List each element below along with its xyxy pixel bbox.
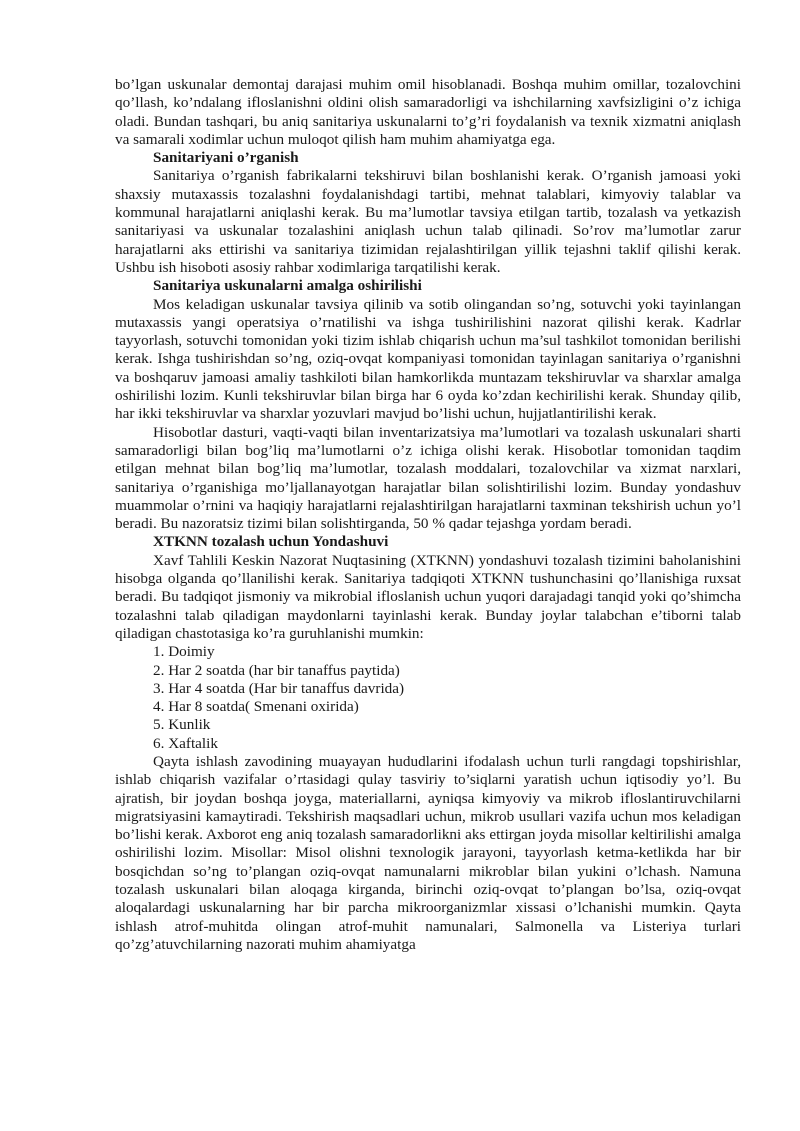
list-item: 1. Doimiy (153, 643, 215, 661)
sanitation-study-paragraph: Sanitariya o’rganish fabrikalarni tekshiruvi bilan boshlanishi kerak. O’rganish jamoasi yoki shaxsiy mutaxassis tozalashni foydalanishdagi tartibi, mehnat talablari, kimyoviy talablar va kommunal harajatlarni aniqlashi kerak. Bu ma’lumotlar tavsiya etilgan tartib, tozalash va yetkazish sanitariyasi va uskunalar tozalashini aniqlash uchun talab qilinadi. So’rov ma’lumotlar zarur harajatlarni aks ettirishi va sanitariya tizimidan rejalashtirilgan yillik tejashni taklif qilishi kerak. Ushbu ish hisoboti asosiy rahbar xodimlariga tarqatilishi kerak. (115, 167, 741, 276)
list-item: 2. Har 2 soatda (har bir tanaffus paytida) (153, 661, 400, 679)
frequency-list (115, 643, 741, 753)
equipment-implementation-paragraph-1: Mos keladigan uskunalar tavsiya qilinib va sotib olingandan so’ng, sotuvchi yoki tayinlangan mutaxassis yangi operatsiya o’rnatilishi va ishga tushirilishini nazorat qilishi kerak. Kadrlar tayyorlash, sotuvchi tomonidan yoki tizim ishlab chiqarish uchun ma’sul tashkilot tomonidan berilishi kerak. Ishga tushirishdan so’ng, oziq-ovqat kompaniyasi tomonidan tayinlagan sanitariya o’rganishni va boshqaruv jamoasi amaliy tashkiloti bilan hamkorlikda muntazam tekshiruvlar va sharxlar amalga oshirilishi lozim. Kunli tekshiruvlar bilan birga har 6 oyda ko’zdan kechirilishi kerak. Shunday qilib, har ikki tekshiruvlar va sharxlar yozuvlari mavjud bo’lishi uchun, hujjatlantirilishi kerak. (115, 295, 741, 423)
section-heading-haccp-approach: XTKNN tozalash uchun Yondashuvi (153, 533, 389, 551)
haccp-approach-paragraph-1: Xavf Tahlili Keskin Nazorat Nuqtasining (XTKNN) yondashuvi tozalash tizimini baholanishini hisobga olganda qo’llanilishi kerak. Sanitariya tadqiqoti XTKNN tushunchasini qo’llanishiga ruxsat beradi. Bu tadqiqot jismoniy va mikrobial ifloslanish uchun yuqori darajadagi tanqid yoki qo’shimcha tozalashni talab qiladigan maydonlarni tayinlashi kerak. Bunday joylar talabchan e’tiborni talab qiladigan chastotasiga ko’ra guruhlanishi mumkin: (115, 551, 741, 642)
list-item: 4. Har 8 soatda( Smenani oxirida) (153, 698, 359, 716)
document-page (115, 76, 741, 954)
section-heading-sanitation-study: Sanitariyani o’rganish (153, 149, 299, 167)
list-item: 5. Kunlik (153, 716, 211, 734)
equipment-implementation-paragraph-2: Hisobotlar dasturi, vaqti-vaqti bilan inventarizatsiya ma’lumotlari va tozalash uskunalari sharti samaradorligi bilan bog’liq ma’lumotlarni o’z ichiga olishi kerak. Hisobotlar tomonidan taqdim etilgan mehnat bilan bog’liq ma’lumotlar, tozalash moddalari, tozalovchilar va xizmat narxlari, sanitariya o’rganishiga mo’ljallanayotgan harajatlar bilan solishtirilishi lozim. Bunday yondashuv muammolar o’rnini va haqiqiy harajatlarni rejalashtirilgan harajatlarni taxminan tekshirish uchun yo’l beradi. Bu nazoratsiz tizimi bilan solishtirganda, 50 % qadar tejashga yordam beradi. (115, 423, 741, 533)
list-item: 6. Xaftalik (153, 734, 218, 752)
intro-paragraph: bo’lgan uskunalar demontaj darajasi muhim omil hisoblanadi. Boshqa muhim omillar, tozalovchini qo’llash, ko’ndalang ifloslanishni oldini olish samaradorligi va ishchilarning xavfsizligini o’z ichiga oladi. Bundan tashqari, bu aniq sanitariya uskunalarni to’g’ri foydalanish va texnik xizmatni aniqlash va samarali xodimlar uchun muloqot qilish ham muhim ahamiyatga ega. (115, 76, 741, 148)
haccp-approach-paragraph-2: Qayta ishlash zavodining muayayan hududlarini ifodalash uchun turli rangdagi topshirishlar, ishlab chiqarish vazifalar o’rtasidagi qulay tasviriy to’siqlarni yaratish uchun iqtisodiy yo’l. Bu ajratish, bir joydan boshqa joyga, materiallarni, ayniqsa kimyoviy va mikrob ifloslantiruvchilarni migratsiyasini kamaytiradi. Tekshirish maqsadlari uchun, mikrob usullari vazifa uchun mos keladigan bo’lishi kerak. Axborot eng aniq tozalash samaradorlikni aks ettirgan joyda misollar keltirilishi amalga oshirilishi lozim. Misollar: Misol olishni texnologik jarayoni, tayyorlash ketma-ketlikda har bir bosqichdan so’ng to’plangan oziq-ovqat namunalarni mikroblar bilan yukini o’lchash. Namuna tozalash uskunalari bilan aloqaga kirganda, birinchi oziq-ovqat to’plangan bo’lsa, oziq-ovqat aloqalardagi uskunalarning har bir parcha mikroorganizmlar xissasi o’lchanishi mumkin. Qayta ishlash atrof-muhitda olingan atrof-muhit namunalari, Salmonella va Listeriya turlari qo’zg’atuvchilarning nazorati muhim ahamiyatga (115, 752, 741, 953)
list-item: 3. Har 4 soatda (Har bir tanaffus davrida) (153, 679, 405, 697)
section-heading-equipment-implementation: Sanitariya uskunalarni amalga oshirilishi (153, 277, 422, 295)
